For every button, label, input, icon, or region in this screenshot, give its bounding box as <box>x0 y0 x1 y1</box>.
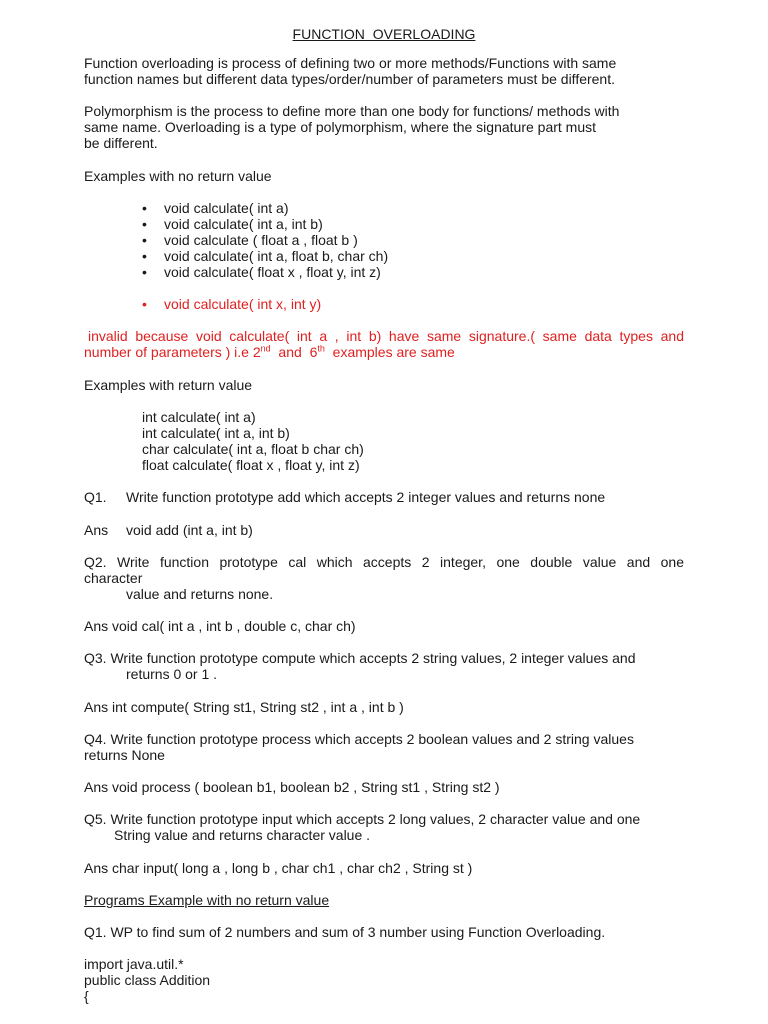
list-item: • void calculate( int a, int b) <box>142 216 323 232</box>
polymorphism-line-2: same name. Overloading is a type of polymorphism, where the signature part must <box>84 119 597 135</box>
question-2-line-1: Q2. Write function prototype cal which accepts 2 integer, one double value and one <box>84 554 684 570</box>
return-heading: Examples with return value <box>84 377 253 393</box>
bullet-icon: • <box>142 264 147 280</box>
code-line: { <box>84 988 89 1004</box>
programs-heading: Programs Example with no return value <box>84 892 330 908</box>
list-item: • void calculate( float x , float y, int z) <box>142 264 381 280</box>
answer-2: Ans void cal( int a , int b , double c, char ch) <box>84 618 356 634</box>
intro-line-1: Function overloading is process of defining two or more methods/Functions with same <box>84 55 617 71</box>
answer-1: Ans void add (int a, int b) <box>84 522 253 538</box>
answer-5: Ans char input( long a , long b , char ch1 , char ch2 , String st ) <box>84 860 473 876</box>
question-5-line-2: String value and returns character value . <box>114 827 371 843</box>
code-line: char calculate( int a, float b char ch) <box>142 441 364 457</box>
answer-3: Ans int compute( String st1, String st2 , int a , int b ) <box>84 699 404 715</box>
answer-4: Ans void process ( boolean b1, boolean b2 , String st1 , String st2 ) <box>84 779 500 795</box>
code-line: float calculate( float x , float y, int z) <box>142 457 360 473</box>
list-item: • void calculate( int a, float b, char ch) <box>142 248 389 264</box>
question-5-line-1: Q5. Write function prototype input which accepts 2 long values, 2 character value and one <box>84 811 641 827</box>
code-line: public class Addition <box>84 972 211 988</box>
code-line: import java.util.* <box>84 956 184 972</box>
polymorphism-line-3: be different. <box>84 135 158 151</box>
bullet-icon: • <box>142 216 147 232</box>
polymorphism-line-1: Polymorphism is the process to define more than one body for functions/ methods with <box>84 103 620 119</box>
bullet-icon: • <box>142 296 147 312</box>
question-3-line-1: Q3. Write function prototype compute which accepts 2 string values, 2 integer values and <box>84 650 636 666</box>
list-item: • void calculate( int a) <box>142 200 289 216</box>
program-question-1: Q1. WP to find sum of 2 numbers and sum of 3 number using Function Overloading. <box>84 924 606 940</box>
bullet-icon: • <box>142 248 147 264</box>
invalid-note-line-1: invalid because void calculate( int a , int b) have same signature.( same data types and <box>88 328 684 344</box>
intro-line-2: function names but different data types/order/number of parameters must be different. <box>84 71 616 87</box>
list-item: • void calculate ( float a , float b ) <box>142 232 358 248</box>
no-return-heading: Examples with no return value <box>84 168 272 184</box>
code-line: int calculate( int a, int b) <box>142 425 290 441</box>
question-4-line-1: Q4. Write function prototype process which accepts 2 boolean values and 2 string values <box>84 731 634 747</box>
question-2-line-3: value and returns none. <box>126 586 274 602</box>
bullet-icon: • <box>142 232 147 248</box>
bullet-icon: • <box>142 200 147 216</box>
code-line: int calculate( int a) <box>142 409 256 425</box>
invalid-example: • void calculate( int x, int y) <box>142 296 322 312</box>
invalid-note-line-2: number of parameters ) i.e 2nd and 6th examples are same <box>84 343 455 360</box>
question-4-line-2: returns None <box>84 747 165 763</box>
question-3-line-2: returns 0 or 1 . <box>126 666 218 682</box>
question-1: Q1. Write function prototype add which accepts 2 integer values and returns none <box>84 489 606 505</box>
page-title: FUNCTION OVERLOADING <box>292 26 476 42</box>
question-2-line-2: character <box>84 570 143 586</box>
